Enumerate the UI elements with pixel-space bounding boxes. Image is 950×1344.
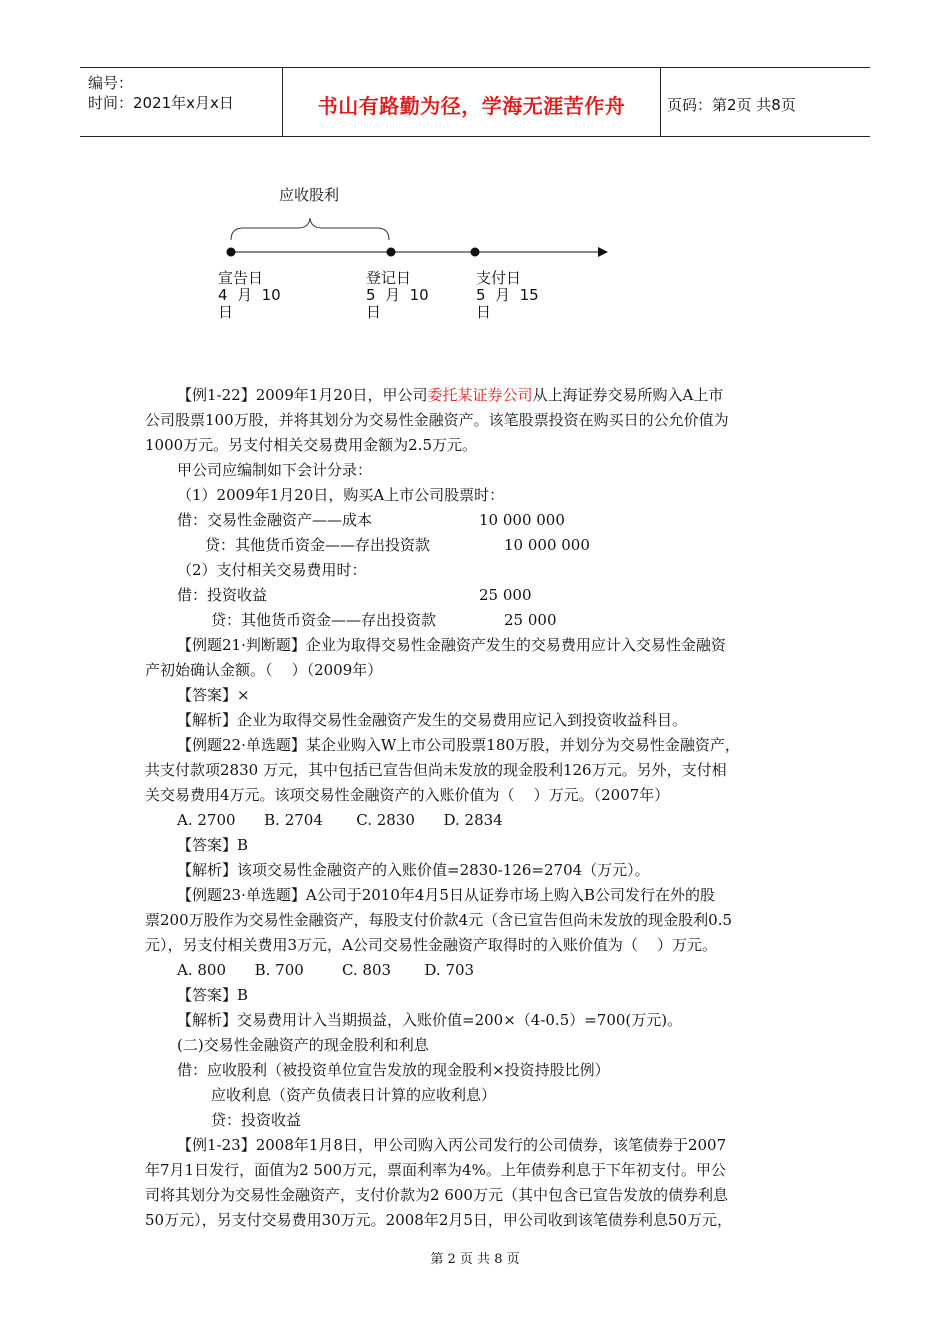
text-line: 【例题23·单选题】A公司于2010年4月5日从证券市场上购入B公司发行在外的股: [177, 886, 715, 904]
text-line: 司将其划分为交易性金融资产，支付价款为2 600万元（其中包含已宣告发放的债券利息: [145, 1186, 728, 1204]
journal-amount: 10 000 000: [504, 536, 590, 554]
answer-line: 【答案】B: [177, 836, 249, 854]
analysis-line: 【解析】企业为取得交易性金融资产发生的交易费用应记入到投资收益科目。: [177, 711, 688, 729]
date-label: 时间：2021年x月x日: [88, 94, 234, 112]
text-run: 从上海证券交易所购入A上市: [532, 386, 724, 404]
text-line: （1）2009年1月20日，购买A上市公司股票时：: [177, 486, 505, 504]
text-line: 票200万股作为交易性金融资产，每股支付价款4元（含已宣告但尚未发放的现金股利0.5: [145, 911, 733, 929]
text-line: 【例题21·判断题】企业为取得交易性金融资产发生的交易费用应计入交易性金融资: [177, 636, 726, 654]
journal-debit: 借：投资收益: [177, 586, 268, 604]
receivable-bracket: [231, 218, 389, 240]
text-line: 【例1-23】2008年1月8日，甲公司购入丙公司发行的公司债券，该笔债券于2007: [177, 1136, 727, 1154]
journal-debit: 借：交易性金融资产——成本: [177, 511, 373, 529]
timeline-label-record: [366, 270, 429, 321]
journal-amount: 25 000: [504, 611, 557, 629]
header-meta-cell: [80, 68, 283, 136]
text-line: 【例题22·单选题】某企业购入W上市公司股票180万股，并划分为交易性金融资产，: [177, 736, 740, 754]
point-name: 支付日: [476, 269, 522, 287]
answer-line: 【答案】B: [177, 986, 249, 1004]
journal-credit: 贷：其他货币资金——存出投资款: [211, 611, 437, 629]
number-label: 编号：: [88, 74, 134, 92]
timeline-point-declare: [227, 248, 236, 257]
journal-debit: 应收利息（资产负债表日计算的应收利息）: [211, 1086, 497, 1104]
bracket-label: 应收股利: [279, 186, 340, 204]
dividend-timeline-diagram: [0, 0, 950, 360]
point-date-suffix: 日: [476, 303, 492, 321]
point-date-suffix: 日: [366, 303, 382, 321]
point-date-suffix: 日: [218, 303, 234, 321]
answer-line: 【答案】×: [177, 686, 250, 704]
page-number: 页码：第2页 共8页: [667, 96, 796, 114]
timeline-label-declare: [218, 270, 281, 321]
text-line: 元），另支付相关费用3万元，A公司交易性金融资产取得时的入账价值为（ ）万元。: [145, 936, 717, 954]
section-heading: (二)交易性金融资产的现金股利和利息: [177, 1036, 429, 1054]
example-1-22-line1: [177, 386, 723, 404]
text-line: （2）支付相关交易费用时：: [177, 561, 367, 579]
text-line: 甲公司应编制如下会计分录：: [177, 461, 373, 479]
analysis-line: 【解析】该项交易性金融资产的入账价值=2830-126=2704（万元）。: [177, 861, 650, 879]
page-footer: 第 2 页 共 8 页: [430, 1252, 520, 1267]
header-motto-cell: [283, 68, 661, 136]
timeline-label-pay: [476, 270, 539, 321]
point-date: 5 月 15: [476, 286, 539, 304]
text-line: 共支付款项2830 万元，其中包括已宣告但尚未发放的现金股利126万元。另外，支付相: [145, 761, 727, 779]
point-name: 宣告日: [218, 269, 264, 287]
text-line: 50万元），另支付交易费用30万元。2008年2月5日，甲公司收到该笔债券利息50万元，: [145, 1211, 733, 1229]
text-line: 关交易费用4万元。该项交易性金融资产的入账价值为（ ）万元。（2007年）: [145, 786, 670, 804]
timeline-point-record: [387, 248, 396, 257]
point-date: 4 月 10: [218, 286, 281, 304]
journal-amount: 25 000: [479, 586, 532, 604]
text-line: 产初始确认金额。（ ）（2009年）: [145, 661, 383, 679]
options-line: A. 800 B. 700 C. 803 D. 703: [177, 961, 475, 979]
timeline-arrowhead: [598, 247, 608, 257]
text-line: 年7月1日发行，面值为2 500万元，票面利率为4%。上年债券利息于下年初支付。甲公: [145, 1161, 726, 1179]
text-line: 公司股票100万股，并将其划分为交易性金融资产。该笔股票投资在购买日的公允价值为: [145, 411, 729, 429]
timeline-point-pay: [471, 248, 480, 257]
journal-debit: 借：应收股利（被投资单位宣告发放的现金股利×投资持股比例）: [177, 1061, 610, 1079]
motto: 书山有路勤为径，学海无涯苦作舟: [317, 94, 626, 118]
highlighted-text: 委托某证券公司: [427, 386, 533, 404]
text-run: 【例1-22】2009年1月20日，甲公司: [177, 386, 428, 404]
header-page-cell: [661, 68, 870, 136]
journal-amount: 10 000 000: [479, 511, 565, 529]
point-date: 5 月 10: [366, 286, 429, 304]
options-line: A. 2700 B. 2704 C. 2830 D. 2834: [177, 811, 503, 829]
journal-credit: 贷：其他货币资金——存出投资款: [205, 536, 431, 554]
journal-credit: 贷：投资收益: [211, 1111, 302, 1129]
text-line: 1000万元。另支付相关交易费用金额为2.5万元。: [145, 436, 478, 454]
page-header: [80, 67, 870, 137]
point-name: 登记日: [366, 269, 412, 287]
analysis-line: 【解析】交易费用计入当期损益，入账价值=200×（4-0.5）=700(万元)。: [177, 1011, 683, 1029]
